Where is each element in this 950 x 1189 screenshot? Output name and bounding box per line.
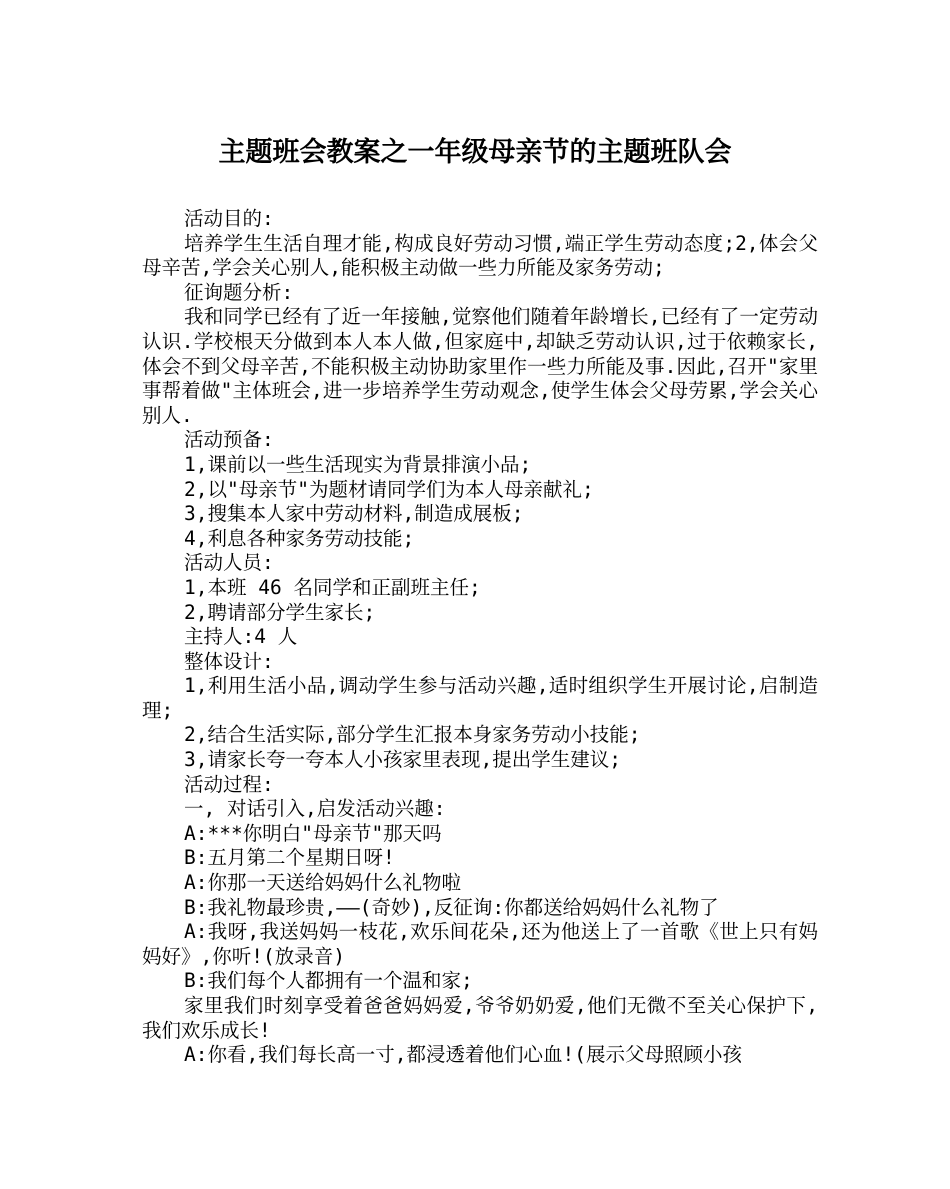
paragraph: 活动人员: bbox=[184, 551, 274, 575]
paragraph: 活动目的: bbox=[184, 207, 274, 230]
paragraph: 培养学生生活自理才能,构成良好劳动习惯,端正学生劳动态度;2,体会父母辛苦,学会关心别人,能积极主动做一些力所能及家务劳动; bbox=[142, 231, 818, 280]
paragraph: B:我礼物最珍贵,——(奇妙),反征询:你都送给妈妈什么礼物了 bbox=[184, 895, 719, 919]
paragraph: A:***你明白"母亲节"那天吗 bbox=[184, 821, 442, 845]
paragraph: A:你那一天送给妈妈什么礼物啦 bbox=[184, 871, 461, 895]
paragraph: 征询题分析: bbox=[184, 280, 294, 304]
paragraph: A:我呀,我送妈妈一枝花,欢乐间花朵,还为他送上了一首歌《世上只有妈妈好》,你听!(放录音) bbox=[142, 920, 818, 968]
paragraph: 活动预备: bbox=[184, 428, 274, 452]
paragraph: 1,本班 46 名同学和正副班主任; bbox=[184, 575, 481, 599]
paragraph: 1,利用生活小品,调动学生参与活动兴趣,适时组织学生开展讨论,启制造理; bbox=[142, 674, 818, 722]
paragraph: A:你看,我们每长高一寸,都浸透着他们心血!(展示父母照顾小孩 bbox=[184, 1043, 742, 1067]
paragraph: 4,利息各种家务劳动技能; bbox=[184, 526, 415, 550]
paragraph: B:五月第二个星期日呀! bbox=[184, 846, 395, 870]
paragraph: 1,课前以一些生活现实为背景排演小品; bbox=[184, 452, 532, 476]
paragraph: 3,请家长夸一夸本人小孩家里表现,提出学生建议; bbox=[184, 748, 621, 772]
paragraph: 家里我们时刻享受着爸爸妈妈爱,爷爷奶奶爱,他们无微不至关心保护下,我们欢乐成长! bbox=[142, 994, 818, 1042]
paragraph: 2,以"母亲节"为题材请同学们为本人母亲献礼; bbox=[184, 477, 594, 501]
paragraph: 一, 对话引入,启发活动兴趣: bbox=[184, 797, 446, 821]
paragraph: 活动过程: bbox=[184, 772, 274, 796]
paragraph: B:我们每个人都拥有一个温和家; bbox=[184, 969, 473, 993]
paragraph: 3,搜集本人家中劳动材料,制造成展板; bbox=[184, 502, 524, 526]
paragraph: 整体设计: bbox=[184, 649, 274, 673]
page-title: 主题班会教案之一年级母亲节的主题班队会 bbox=[218, 137, 732, 168]
paragraph: 2,结合生活实际,部分学生汇报本身家务劳动小技能; bbox=[184, 723, 641, 747]
paragraph: 2,聘请部分学生家长; bbox=[184, 600, 376, 624]
document-body bbox=[142, 207, 818, 1068]
paragraph: 我和同学已经有了近一年接触,觉察他们随着年龄增长,已经有了一定劳动认识.学校根天分做到本人本人做,但家庭中,却缺乏劳动认识,过于依赖家长,体会不到父母辛苦,不能积极主动协助家里作一些力所能及事.因此,召开"家里事帮着做"主体班会,进一步培养学生劳动观念,使学生体会父母劳累,学会关心别人. bbox=[142, 305, 818, 427]
paragraph: 主持人:4 人 bbox=[184, 625, 298, 649]
